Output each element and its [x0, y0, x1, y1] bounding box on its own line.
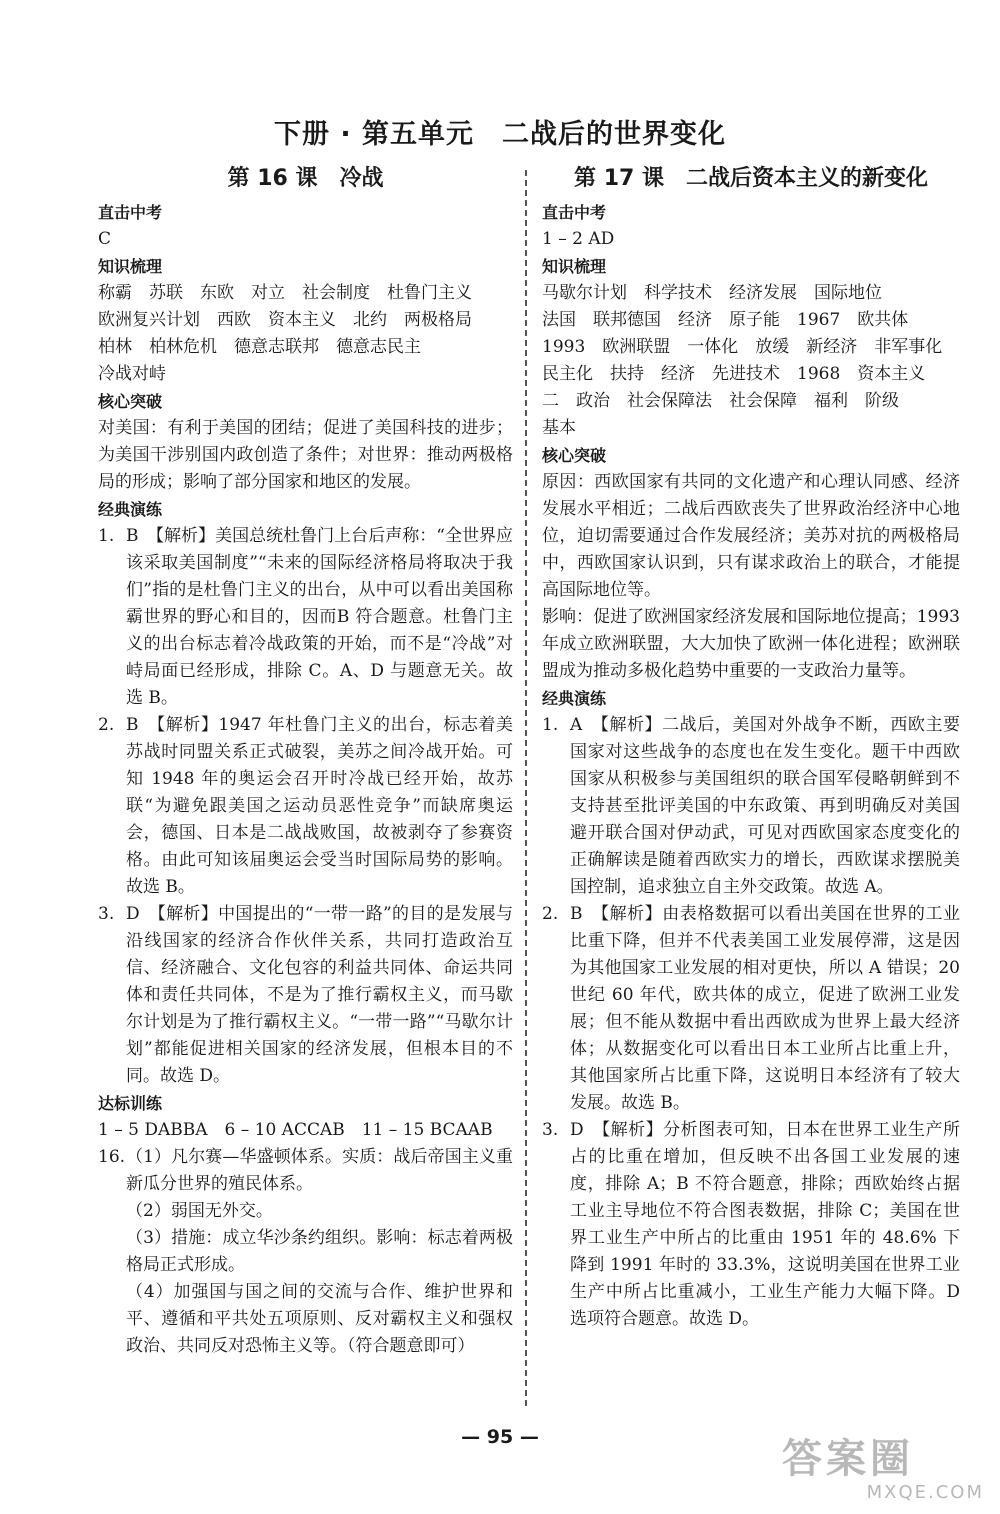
section-heading: 直击中考 [98, 203, 163, 222]
item-number: 1. [542, 715, 559, 735]
exercise-item [98, 712, 513, 901]
section-heading: 核心突破 [542, 446, 607, 465]
answer-text: C [98, 229, 112, 249]
section-heading: 直击中考 [542, 203, 607, 222]
right-column [542, 160, 960, 1333]
section-heading: 知识梳理 [98, 257, 163, 276]
sub-answer: （4）加强国与国之间的交流与合作、维护世界和平、遵循和平共处五项原则、反对霸权主义和强权政治、共同反对恐怖主义等。（符合题意即可） [126, 1282, 513, 1356]
knowledge-line: 欧洲复兴计划 西欧 资本主义 北约 两极格局 [98, 310, 472, 330]
core-text: 影响：促进了欧洲国家经济发展和国际地位提高；1993 年成立欧洲联盟，大大加快了欧洲一体化进程；欧洲联盟成为推动多极化趋势中重要的一支政治力量等。 [542, 607, 960, 681]
item-text: B 【解析】由表格数据可以看出美国在世界的工业比重下降，但并不代表美国工业发展停滞，这是因为其他国家工业发展的相对更快，所以 A 错误；20 世纪 60 年代，欧共体的成立，促进了欧洲工业发展；但不能从数据中看出西欧成为世界上最大经济体；从数据变化可以看出日本工业所占比重上升，其他国家所占比重下降，这说明日本经济有了较大发展。故选 B。 [570, 904, 960, 1113]
unit-title: 下册 · 第五单元 二战后的世界变化 [273, 119, 727, 150]
core-text: 对美国：有利于美国的团结；促进了美国科技的进步；为美国干涉别国内政创造了条件；对世界：推动两极格局的形成；影响了部分国家和地区的发展。 [98, 418, 513, 492]
exercise-item [542, 1117, 960, 1333]
watermark [782, 1436, 990, 1506]
item-text: B 【解析】美国总统杜鲁门上台后声称：“全世界应该采取美国制度”“未来的国际经济格局将取决于我们”指的是杜鲁门主义的出台，从中可以看出美国称霸世界的野心和目的，因而B 符合题意。杜鲁门主义的出台标志着冷战政策的开始，而不是“冷战”对峙局面已经形成，排除 C。A、D 与题意无关。故选 B。 [126, 526, 513, 708]
exercise-item [98, 901, 513, 1090]
item-number: 3. [98, 904, 115, 924]
section-heading: 知识梳理 [542, 257, 607, 276]
item-text: D 【解析】中国提出的“一带一路”的目的是发展与沿线国家的经济合作伙伴关系，共同打造政治互信、经济融合、文化包容的利益共同体、命运共同体和责任共同体，不是为了推行霸权主义，而马歇尔计划是为了推行霸权主义。“一带一路”“马歇尔计划”都能促进相关国家的经济发展，但根本目的不同。故选 D。 [126, 904, 513, 1086]
knowledge-line: 柏林 柏林危机 德意志联邦 德意志民主 [98, 337, 421, 357]
exercise-item [98, 1144, 513, 1198]
item-number: 3. [542, 1120, 559, 1140]
section-heading: 达标训练 [98, 1094, 163, 1113]
left-column [98, 160, 513, 1360]
item-number: 16. [98, 1147, 126, 1167]
page-number: — 95 — [461, 1426, 539, 1448]
knowledge-line: 二 政治 社会保障法 社会保障 福利 阶级 [542, 391, 899, 411]
lesson-16-title: 第 16 课 冷战 [227, 166, 384, 191]
exercise-item [542, 712, 960, 901]
item-text: A 【解析】二战后，美国对外战争不断，西欧主要国家对这些战争的态度也在发生变化。题干中西欧国家从积极参与美国组织的联合国军侵略朝鲜到不支持甚至批评美国的中东政策、再到明确反对美国避开联合国对伊动武，可见对西欧国家态度变化的正确解读是随着西欧实力的增长，西欧谋求摆脱美国控制，追求独立自主外交政策。故选 A。 [570, 715, 960, 897]
item-number: 2. [542, 904, 559, 924]
knowledge-line: 法国 联邦德国 经济 原子能 1967 欧共体 [542, 310, 909, 330]
knowledge-line: 基本 [542, 418, 576, 438]
watermark-url: MXQE.COM [866, 1482, 984, 1503]
exercise-item [98, 523, 513, 712]
section-heading: 经典演练 [98, 500, 163, 519]
section-heading: 经典演练 [542, 689, 607, 708]
knowledge-line: 民主化 扶持 经济 先进技术 1968 资本主义 [542, 364, 926, 384]
knowledge-line: 冷战对峙 [98, 364, 166, 384]
sub-answer: （2）弱国无外交。 [126, 1201, 273, 1221]
knowledge-line: 马歇尔计划 科学技术 经济发展 国际地位 [542, 283, 882, 303]
sub-answer: （3）措施：成立华沙条约组织。影响：标志着两极格局正式形成。 [126, 1228, 513, 1275]
exercise-item [542, 901, 960, 1117]
item-number: 1. [98, 526, 115, 546]
section-heading: 核心突破 [98, 392, 163, 411]
item-number: 2. [98, 715, 115, 735]
answer-text: 1 – 5 DABBA 6 – 10 ACCAB 11 – 15 BCAAB [98, 1120, 493, 1140]
item-text: D 【解析】分析图表可知，日本在世界工业生产所占的比重在增加，但反映不出各国工业发展的速度，排除 A；B 不符合题意，排除；西欧始终占据工业主导地位不符合图表数据，排除 C；美国在世界工业生产中所占的比重由 1951 年的 48.6% 下降到 1991 年时的 33.3%，这说明美国在世界工业生产中所占比重减小，工业生产能力大幅下降。D 选项符合题意。故选 D。 [570, 1120, 960, 1329]
item-text: （1）凡尔赛—华盛顿体系。实质：战后帝国主义重新瓜分世界的殖民体系。 [126, 1147, 513, 1194]
core-text: 原因：西欧国家有共同的文化遗产和心理认同感、经济发展水平相近；二战后西欧丧失了世界政治经济中心地位，迫切需要通过合作发展经济；美苏对抗的两极格局中，西欧国家认识到，只有谋求政治上的联合，才能提高国际地位等。 [542, 472, 960, 600]
answer-text: 1 – 2 AD [542, 229, 615, 249]
lesson-17-title: 第 17 课 二战后资本主义的新变化 [574, 166, 928, 191]
watermark-logo-text: 答案圈 [782, 1436, 914, 1482]
item-text: B 【解析】1947 年杜鲁门主义的出台，标志着美苏战时同盟关系正式破裂，美苏之间冷战开始。可知 1948 年的奥运会召开时冷战已经开始，故苏联“为避免跟美国之运动员恶性竞争”而缺席奥运会，德国、日本是二战战败国，故被剥夺了参赛资格。由此可知该届奥运会受当时国际局势的影响。故选 B。 [126, 715, 513, 897]
knowledge-line: 称霸 苏联 东欧 对立 社会制度 杜鲁门主义 [98, 283, 472, 303]
knowledge-line: 1993 欧洲联盟 一体化 放缓 新经济 非军事化 [542, 337, 943, 357]
column-divider [525, 170, 527, 1406]
